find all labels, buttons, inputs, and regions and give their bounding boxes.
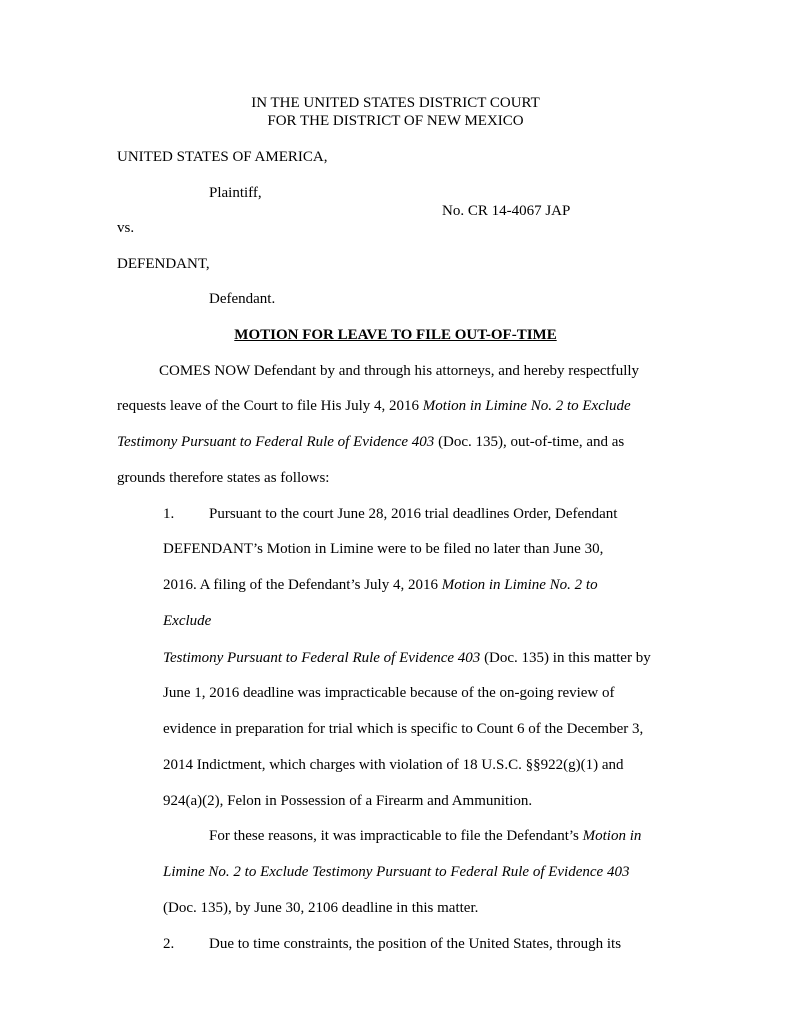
- para1-line-3: 2016. A filing of the Defendant’s July 4, 2016 Motion in Limine No. 2 to: [163, 577, 598, 593]
- motion-title: MOTION FOR LEAVE TO FILE OUT-OF-TIME: [234, 327, 557, 343]
- para2-number: 2.: [163, 936, 175, 952]
- para1-number: 1.: [163, 506, 175, 522]
- para1b-line-3: (Doc. 135), by June 30, 2106 deadline in this matter.: [163, 900, 479, 916]
- para1-line-8: 2014 Indictment, which charges with violation of 18 U.S.C. §§922(g)(1) and: [163, 757, 624, 773]
- case-number: No. CR 14-4067 JAP: [442, 203, 571, 219]
- defendant-name: DEFENDANT,: [117, 256, 210, 272]
- intro-line-3: Testimony Pursuant to Federal Rule of Evidence 403 (Doc. 135), out-of-time, and as: [117, 434, 625, 450]
- para1b-line-2: Limine No. 2 to Exclude Testimony Pursuant to Federal Rule of Evidence 403: [163, 864, 630, 880]
- para2-line-1: Due to time constraints, the position of the United States, through its: [209, 936, 622, 952]
- plaintiff-name: UNITED STATES OF AMERICA,: [117, 149, 328, 165]
- para1-line-6: June 1, 2016 deadline was impracticable because of the on-going review of: [163, 685, 615, 701]
- para1-line-4: Exclude: [163, 613, 212, 629]
- intro-line-1: COMES NOW Defendant by and through his attorneys, and hereby respectfully: [159, 363, 640, 379]
- para1-line-7: evidence in preparation for trial which is specific to Count 6 of the December 3,: [163, 721, 644, 737]
- para1-line-2: DEFENDANT’s Motion in Limine were to be filed no later than June 30,: [163, 541, 604, 557]
- court-heading-line2: FOR THE DISTRICT OF NEW MEXICO: [267, 113, 524, 129]
- para1-line-9: 924(a)(2), Felon in Possession of a Firearm and Ammunition.: [163, 793, 533, 809]
- para1-line-1: Pursuant to the court June 28, 2016 trial deadlines Order, Defendant: [209, 506, 618, 522]
- court-heading-line1: IN THE UNITED STATES DISTRICT COURT: [251, 95, 540, 111]
- versus: vs.: [117, 220, 135, 236]
- defendant-role: Defendant.: [209, 291, 276, 307]
- intro-line-2: requests leave of the Court to file His July 4, 2016 Motion in Limine No. 2 to Exclude: [117, 398, 631, 414]
- plaintiff-role: Plaintiff,: [209, 185, 262, 201]
- para1-line-5: Testimony Pursuant to Federal Rule of Evidence 403 (Doc. 135) in this matter by: [163, 650, 651, 666]
- intro-line-4: grounds therefore states as follows:: [117, 470, 330, 486]
- para1b-line-1: For these reasons, it was impracticable to file the Defendant’s Motion in: [209, 828, 642, 844]
